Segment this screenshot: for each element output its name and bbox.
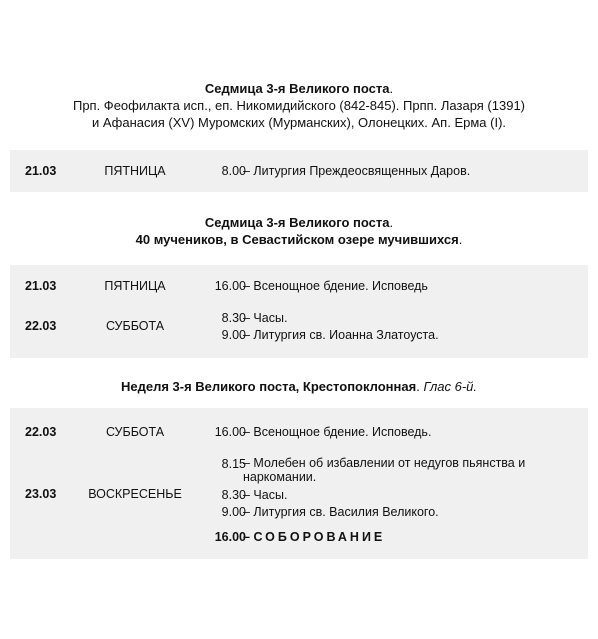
time: 9.00	[221, 328, 246, 342]
service-description: – Литургия св. Иоанна Златоуста.	[243, 328, 439, 342]
schedule-row	[10, 487, 588, 503]
time: 8.30	[221, 311, 246, 325]
weekday: ПЯТНИЦА	[104, 279, 166, 293]
service-description: – Всенощное бдение. Исповедь.	[243, 425, 432, 439]
time: 16.00	[214, 279, 246, 293]
time: 8.30	[221, 488, 246, 502]
schedule-row	[10, 456, 588, 486]
schedule-row	[10, 504, 588, 520]
service-description: – Литургия св. Василия Великого.	[243, 505, 439, 519]
time: 16.00	[214, 425, 246, 439]
date: 21.03	[25, 164, 57, 178]
time: 8.00	[221, 164, 246, 178]
section1-header	[0, 80, 598, 131]
section3-header	[0, 378, 598, 395]
section3-schedule	[10, 408, 588, 559]
section3-title: Неделя 3-я Великого поста, Крестопоклонная. Глас 6-й.	[120, 379, 478, 394]
service-description: – Литургия Преждеосвященных Даров.	[243, 164, 471, 178]
schedule-row	[10, 424, 588, 440]
section1-title: Седмица 3-я Великого поста.	[204, 81, 394, 96]
service-description: – Молебен об избавлении от недугов пьянства и наркомании.	[243, 456, 526, 484]
section2-commemoration: 40 мучеников, в Севастийском озере мучившихся.	[135, 232, 463, 247]
schedule-row	[10, 163, 588, 179]
schedule-row	[10, 529, 588, 545]
time: 8.15	[221, 457, 246, 471]
date: 23.03	[25, 487, 57, 501]
section2-schedule	[10, 265, 588, 358]
service-description: – СОБОРОВАНИЕ	[243, 530, 386, 544]
service-description: – Часы.	[243, 311, 288, 325]
section1-commemoration-line2: и Афанасия (XV) Муромских (Мурманских), Олонецких. Ап. Ерма (I).	[91, 115, 507, 130]
weekday: СУББОТА	[105, 319, 165, 333]
section1-schedule	[10, 150, 588, 192]
section2-header	[0, 214, 598, 248]
date: 22.03	[25, 319, 57, 333]
time: 16.00	[214, 530, 246, 544]
section2-title: Седмица 3-я Великого поста.	[204, 215, 394, 230]
schedule-row	[10, 278, 588, 294]
date: 22.03	[25, 425, 57, 439]
weekday: СУББОТА	[105, 425, 165, 439]
service-description: – Всенощное бдение. Исповедь	[243, 279, 428, 293]
service-description: – Часы.	[243, 488, 288, 502]
weekday: ВОСКРЕСЕНЬЕ	[88, 487, 182, 501]
date: 21.03	[25, 279, 57, 293]
section1-commemoration-line1: Прп. Феофилакта исп., еп. Никомидийского (842-845). Прпп. Лазаря (1391)	[72, 98, 526, 113]
time: 9.00	[221, 505, 246, 519]
schedule-row	[10, 327, 588, 343]
weekday: ПЯТНИЦА	[104, 164, 166, 178]
